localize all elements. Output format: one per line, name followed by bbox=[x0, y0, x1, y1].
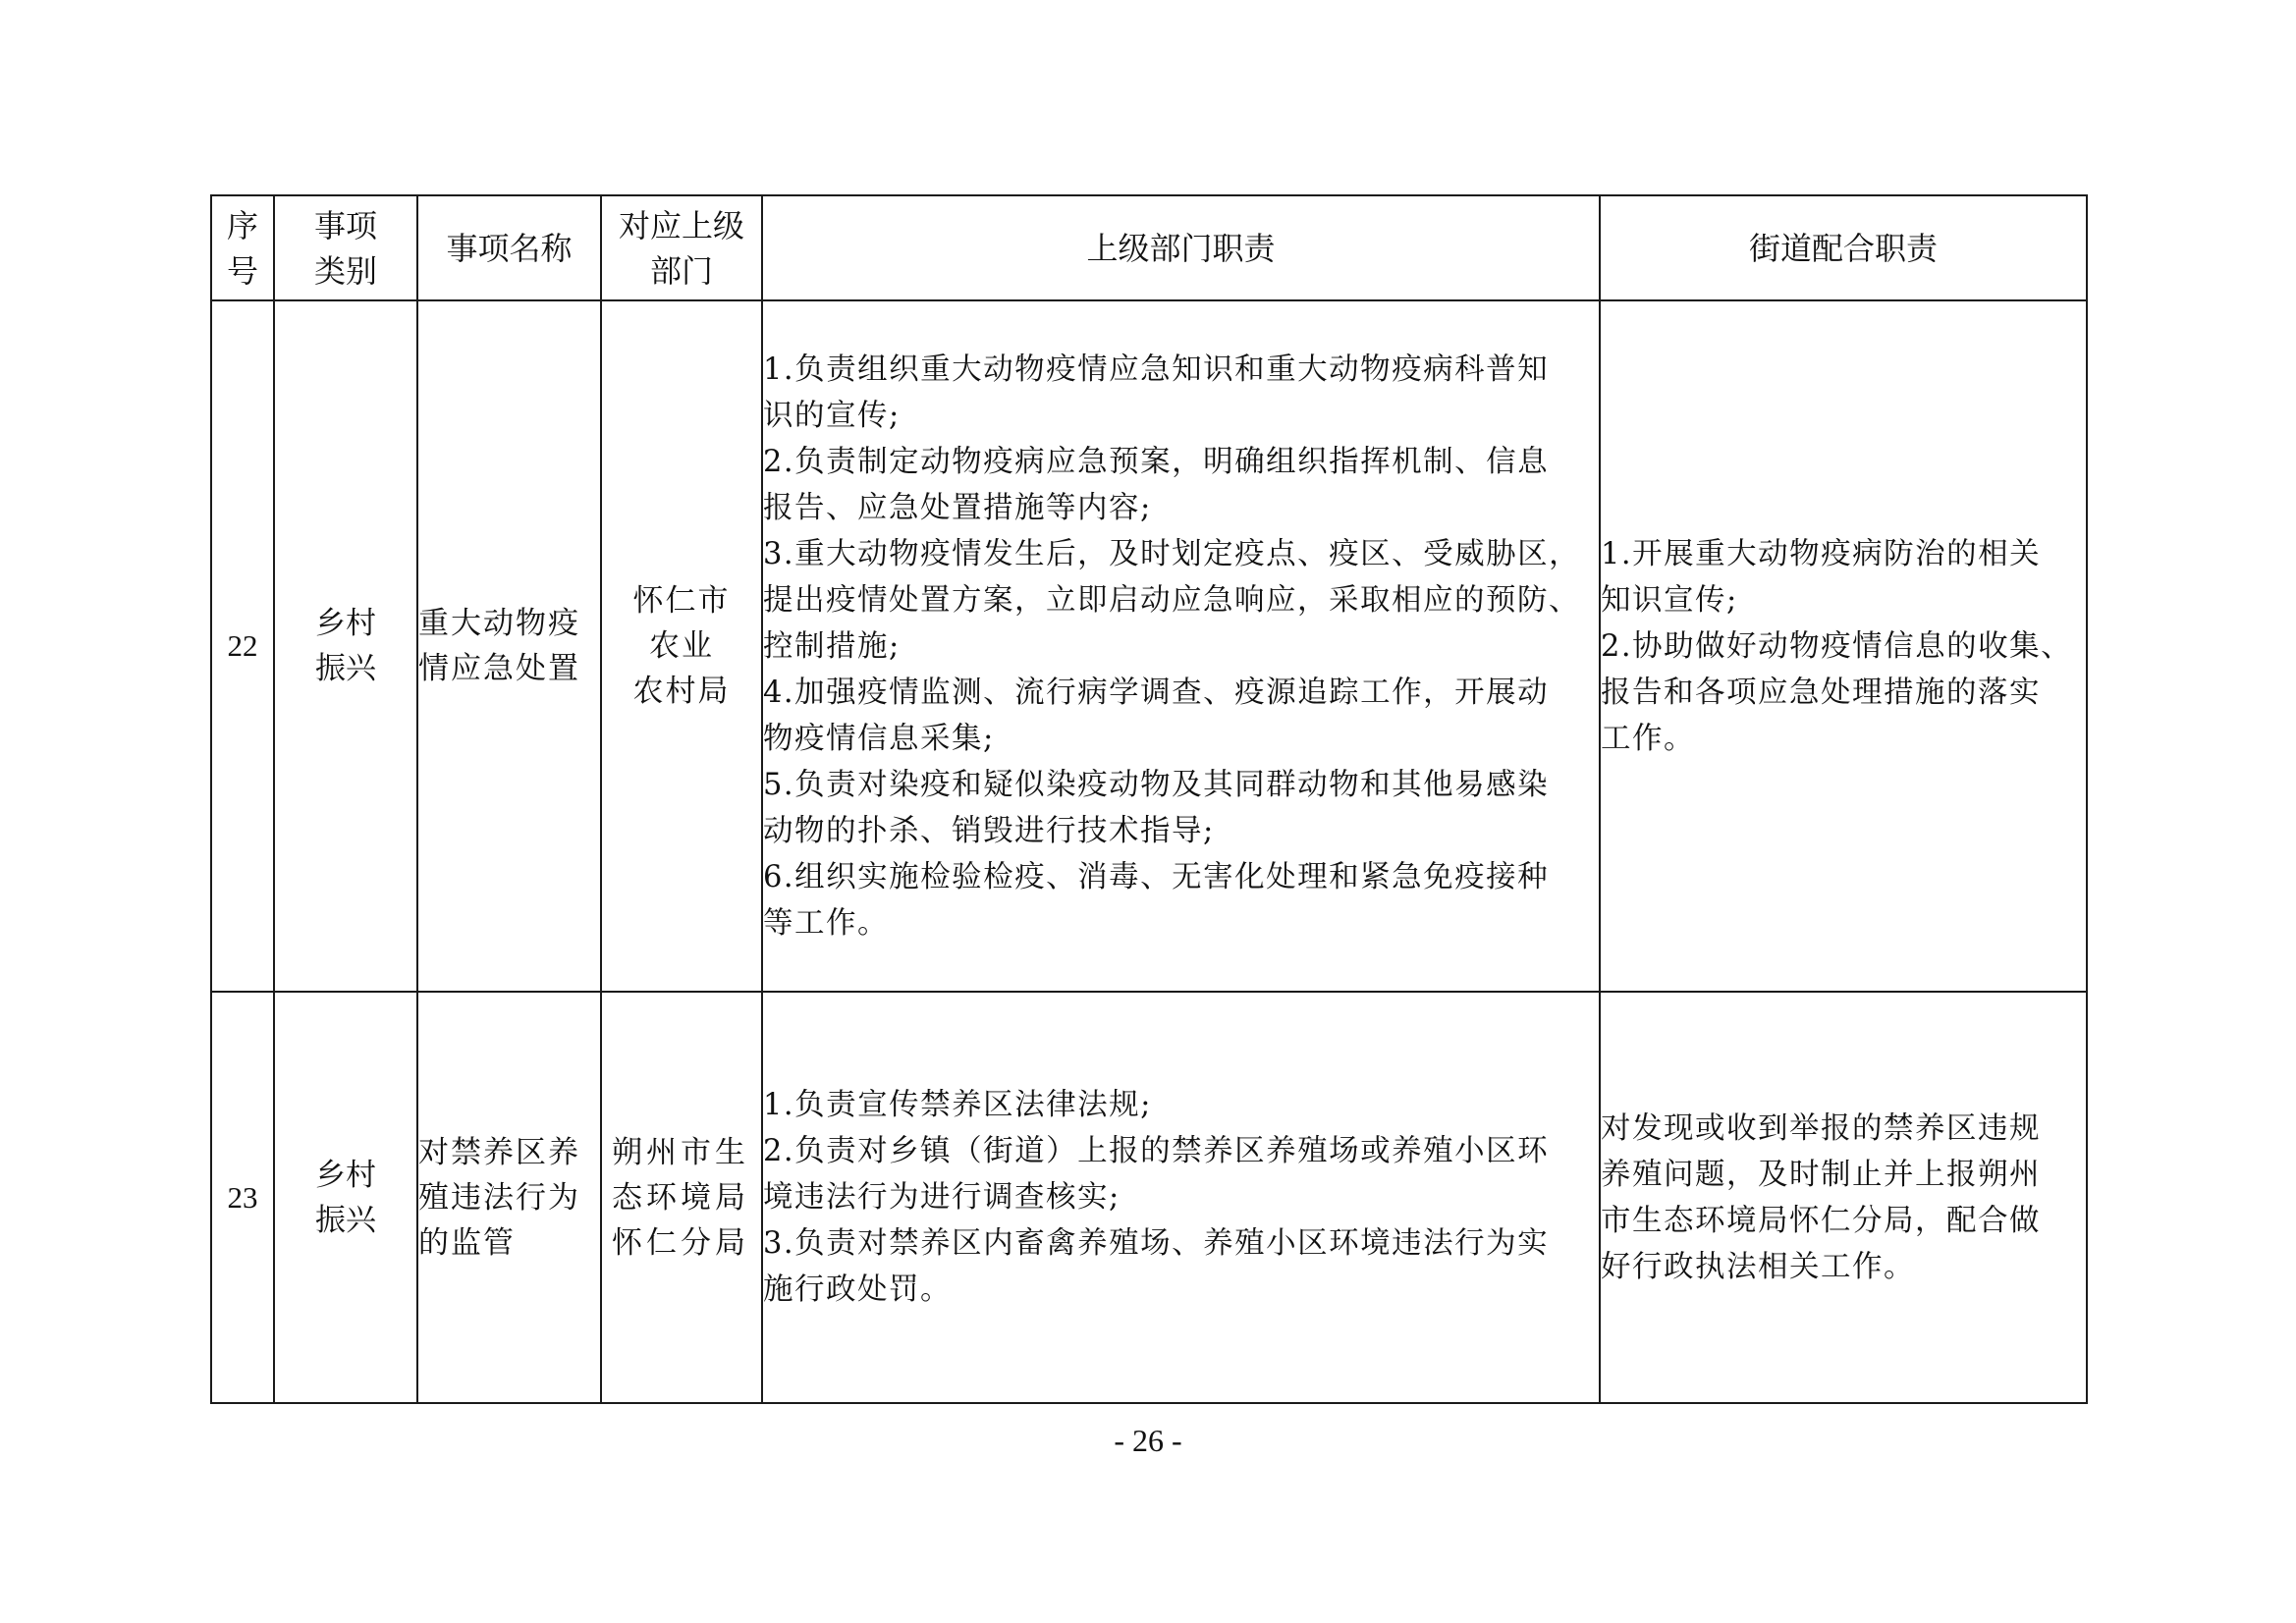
header-num bbox=[211, 195, 274, 300]
row-item-name-line: 对禁养区养 bbox=[418, 1134, 580, 1170]
header-dept bbox=[601, 195, 762, 300]
upper-duty-line: 提出疫情处置方案，立即启动应急响应，采取相应的预防、 bbox=[763, 582, 1580, 618]
row-num: 23 bbox=[211, 992, 274, 1403]
upper-duty-line: 4.加强疫情监测、流行病学调查、疫源追踪工作，开展动 bbox=[763, 675, 1550, 710]
header-street-duty: 街道配合职责 bbox=[1600, 195, 2087, 300]
upper-duty-line: 等工作。 bbox=[763, 905, 889, 941]
header-category-line: 类别 bbox=[313, 251, 377, 290]
row-item-name-line: 重大动物疫 bbox=[418, 606, 580, 641]
upper-duty-line: 境违法行为进行调查核实; bbox=[763, 1180, 1121, 1215]
upper-duty-line: 1.负责组织重大动物疫情应急知识和重大动物疫病科普知 bbox=[763, 352, 1550, 387]
row-item-name bbox=[417, 300, 601, 992]
row-category-line: 振兴 bbox=[315, 651, 376, 686]
row-street-duty bbox=[1600, 300, 2087, 992]
row-item-name-line: 情应急处置 bbox=[418, 651, 580, 686]
row-dept-line: 农业 bbox=[649, 628, 714, 664]
street-duty-line: 1.开展重大动物疫病防治的相关 bbox=[1601, 536, 2042, 571]
row-dept-line: 怀仁分局 bbox=[612, 1224, 749, 1261]
upper-duty-line: 3.负责对禁养区内畜禽养殖场、养殖小区环境违法行为实 bbox=[763, 1226, 1550, 1261]
upper-duty-line: 2.负责制定动物疫病应急预案，明确组织指挥机制、信息 bbox=[763, 444, 1550, 479]
row-upper-duty bbox=[762, 992, 1600, 1403]
row-dept-line: 朔州市生 bbox=[612, 1134, 749, 1170]
upper-duty-line: 控制措施; bbox=[763, 628, 901, 664]
street-duty-line: 工作。 bbox=[1601, 721, 1695, 756]
row-upper-duty bbox=[762, 300, 1600, 992]
upper-duty-line: 1.负责宣传禁养区法律法规; bbox=[763, 1088, 1152, 1122]
upper-duty-line: 施行政处罚。 bbox=[763, 1272, 952, 1307]
row-dept bbox=[601, 992, 762, 1403]
table-header-row bbox=[211, 195, 2087, 300]
street-duty-line: 对发现或收到举报的禁养区违规 bbox=[1601, 1110, 2041, 1146]
row-dept bbox=[601, 300, 762, 992]
header-dept-line: 对应上级 bbox=[618, 206, 744, 244]
header-dept-line: 部门 bbox=[649, 251, 713, 290]
header-name: 事项名称 bbox=[417, 195, 601, 300]
row-category-line: 乡村 bbox=[315, 1157, 376, 1193]
row-dept-line: 农村局 bbox=[632, 674, 731, 709]
row-category bbox=[274, 992, 417, 1403]
row-item-name-line: 殖违法行为 bbox=[418, 1179, 580, 1216]
street-duty-line: 市生态环境局怀仁分局，配合做 bbox=[1601, 1203, 2041, 1238]
row-street-duty bbox=[1600, 992, 2087, 1403]
upper-duty-line: 6.组织实施检验检疫、消毒、无害化处理和紧急免疫接种 bbox=[763, 859, 1550, 894]
table-row bbox=[211, 992, 2087, 1403]
row-dept-line: 怀仁市 bbox=[632, 583, 731, 619]
street-duty-line: 好行政执法相关工作。 bbox=[1601, 1249, 1915, 1284]
row-dept-line: 态环境局 bbox=[612, 1179, 749, 1216]
page-number: - 26 - bbox=[1114, 1423, 1182, 1458]
row-category-line: 乡村 bbox=[315, 606, 376, 641]
row-category bbox=[274, 300, 417, 992]
street-duty-line: 2.协助做好动物疫情信息的收集、 bbox=[1601, 628, 2073, 664]
header-category bbox=[274, 195, 417, 300]
table-row bbox=[211, 300, 2087, 992]
header-category-line: 事项 bbox=[313, 206, 377, 244]
upper-duty-line: 报告、应急处置措施等内容; bbox=[763, 490, 1152, 525]
street-duty-line: 知识宣传; bbox=[1601, 582, 1738, 618]
upper-duty-line: 识的宣传; bbox=[763, 398, 901, 433]
upper-duty-line: 3.重大动物疫情发生后，及时划定疫点、疫区、受威胁区， bbox=[763, 536, 1581, 571]
duty-table bbox=[210, 194, 2088, 1404]
upper-duty-line: 5.负责对染疫和疑似染疫动物及其同群动物和其他易感染 bbox=[763, 767, 1550, 802]
row-item-name bbox=[417, 992, 601, 1403]
street-duty-line: 报告和各项应急处理措施的落实 bbox=[1601, 675, 2041, 710]
row-item-name-line: 的监管 bbox=[418, 1224, 516, 1261]
upper-duty-line: 动物的扑杀、销毁进行技术指导; bbox=[763, 813, 1215, 848]
header-upper-duty: 上级部门职责 bbox=[762, 195, 1600, 300]
row-category-line: 振兴 bbox=[315, 1202, 376, 1238]
header-num-line: 序 bbox=[226, 206, 258, 244]
upper-duty-line: 2.负责对乡镇（街道）上报的禁养区养殖场或养殖小区环 bbox=[763, 1134, 1550, 1168]
street-duty-line: 养殖问题，及时制止并上报朔州 bbox=[1601, 1157, 2041, 1192]
upper-duty-line: 物疫情信息采集; bbox=[763, 721, 995, 756]
header-num-line: 号 bbox=[226, 251, 258, 290]
row-num: 22 bbox=[211, 300, 274, 992]
